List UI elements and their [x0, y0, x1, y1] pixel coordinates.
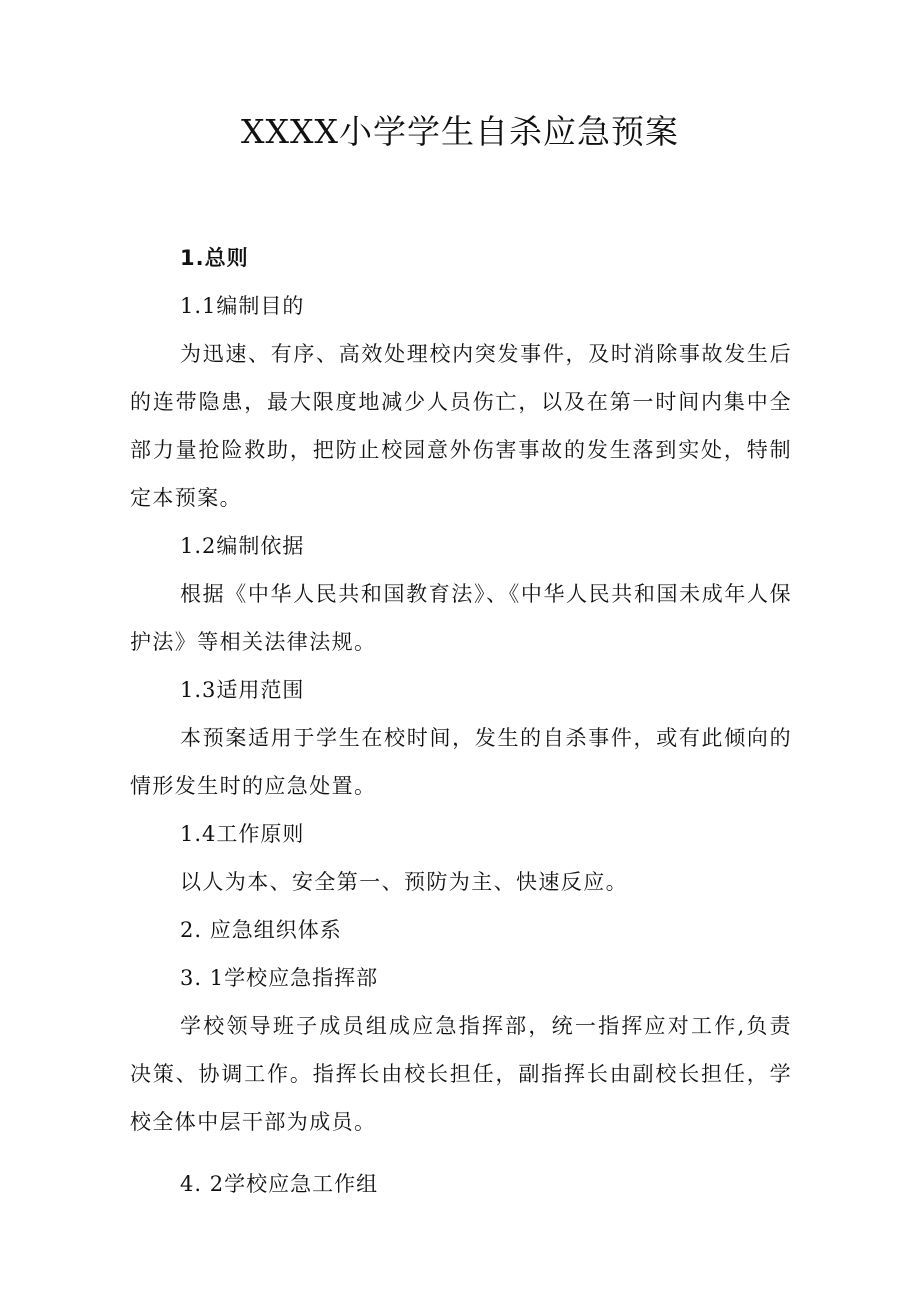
- paragraph-basis: 根据《中华人民共和国教育法》、《中华人民共和国未成年人保护法》等相关法律法规。: [130, 582, 792, 654]
- spacer: [130, 1146, 792, 1160]
- section-heading-organization: 2. 应急组织体系: [180, 918, 342, 942]
- paragraph-command: 学校领导班子成员组成应急指挥部，统一指挥应对工作,负责决策、协调工作。指挥长由校长担任，副指挥长由副校长担任，学校全体中层干部为成员。: [130, 1014, 792, 1134]
- paragraph-purpose: 为迅速、有序、高效处理校内突发事件，及时消除事故发生后的连带隐患，最大限度地减少人员伤亡，以及在第一时间内集中全部力量抢险救助，把防止校园意外伤害事故的发生落到实处，特制定本预案。: [130, 342, 792, 510]
- section-heading-command: 3. 1学校应急指挥部: [180, 966, 379, 990]
- section-heading-scope: 1.3适用范围: [180, 678, 305, 702]
- section-heading-general: [130, 234, 792, 282]
- paragraph-scope: 本预案适用于学生在校时间，发生的自杀事件，或有此倾向的情形发生时的应急处置。: [130, 726, 792, 798]
- document-body: [130, 234, 792, 1208]
- section-heading-text: 1.总则: [180, 246, 249, 270]
- section-heading-basis: 1.2编制依据: [180, 534, 305, 558]
- section-heading-principles: 1.4工作原则: [180, 822, 305, 846]
- section-heading-workgroup: 4. 2学校应急工作组: [180, 1172, 379, 1196]
- section-heading-purpose: 1.1编制目的: [180, 294, 305, 318]
- paragraph-principles: 以人为本、安全第一、预防为主、快速反应。: [180, 870, 628, 894]
- document-title: XXXX小学学生自杀应急预案: [241, 112, 679, 151]
